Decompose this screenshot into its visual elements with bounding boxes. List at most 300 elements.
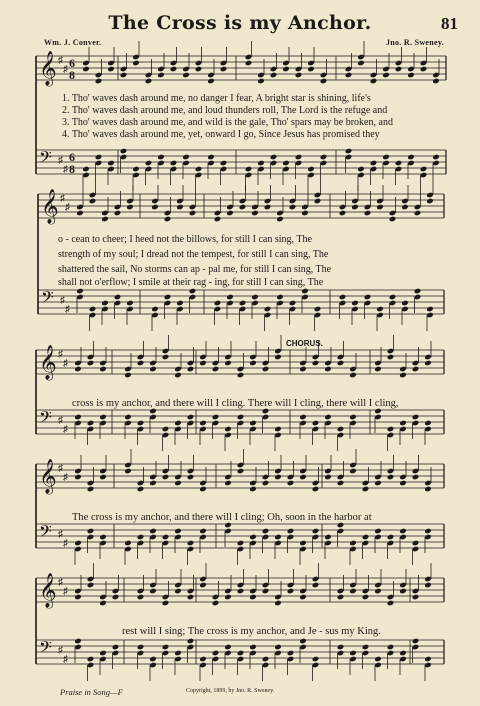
note-head [395,160,403,167]
note-head [199,582,207,589]
note-head [399,420,407,427]
note-head [382,72,390,79]
note-head [349,540,357,547]
note-head [99,366,107,373]
note-head [257,160,265,167]
bass-clef-icon: 𝄢 [39,637,52,661]
note-head [349,588,357,595]
note-head [312,528,320,535]
note-head [239,204,247,211]
note-head [145,160,153,167]
verse-4-line-1: 4. Tho' waves dash around me, yet, onward I go, Since Jesus has promised they [62,129,380,140]
note-head [74,474,82,481]
note-head [262,656,270,663]
note-head [387,644,395,651]
note-head [174,372,182,379]
verse-3-line-2: shattered the sail, No storms can ap - pal me, for still I can sing, The [58,264,332,275]
note-head [212,600,220,607]
note-head [287,480,295,487]
note-head [270,154,278,161]
key-sharp-icon: ♯ [58,55,63,66]
treble-clef-icon: 𝄞 [39,459,57,494]
note-head [370,160,378,167]
note-head [182,72,190,79]
note-head [374,656,382,663]
note-head [212,366,220,373]
chorus-line-2: The cross is my anchor, and there will I cling; Oh, soon in the harbor at [72,512,372,523]
note-head [99,650,107,657]
note-head [276,216,284,223]
note-head [195,66,203,73]
time-signature-bottom: 8 [69,162,75,176]
note-head [187,414,195,421]
time-signature-top: 6 [69,150,75,164]
note-head [312,420,320,427]
note-head [426,198,434,205]
note-head [174,528,182,535]
note-head [101,216,109,223]
note-head [170,160,178,167]
note-head [132,60,140,67]
note-head [312,656,320,663]
note-head [432,78,440,85]
key-sharp-icon: ♯ [63,424,68,435]
note-head [162,644,170,651]
note-head [189,210,197,217]
note-head [124,372,132,379]
note-head [214,300,222,307]
note-head [112,644,120,651]
note-head [82,66,90,73]
note-head [420,166,428,173]
note-head [124,540,132,547]
note-head [226,210,234,217]
treble-clef-icon: 𝄞 [39,345,57,380]
note-head [174,420,182,427]
note-head [262,366,270,373]
note-head [412,366,420,373]
key-sharp-icon: ♯ [60,295,65,306]
note-head [89,306,97,313]
key-sharp-icon: ♯ [60,193,65,204]
note-head [376,204,384,211]
note-head [249,644,257,651]
key-sharp-icon: ♯ [58,463,63,474]
note-head [199,528,207,535]
note-head [124,414,132,421]
note-head [157,72,165,79]
note-head [387,426,395,433]
note-head [114,210,122,217]
note-head [274,474,282,481]
note-head [401,204,409,211]
note-head [424,360,432,367]
note-head [74,366,82,373]
key-sharp-icon: ♯ [63,538,68,549]
note-head [270,72,278,79]
note-head [149,528,157,535]
note-head [99,474,107,481]
note-head [387,600,395,607]
note-head [407,154,415,161]
note-head [124,468,132,475]
note-head [237,468,245,475]
bass-clef-icon: 𝄢 [39,521,52,545]
note-head [245,60,253,67]
note-head [312,486,320,493]
note-head [187,594,195,601]
note-head [137,644,145,651]
note-head [337,644,345,651]
note-head [324,534,332,541]
note-head [351,300,359,307]
note-head [199,656,207,663]
note-head [432,154,440,161]
note-head [149,366,157,373]
note-head [239,300,247,307]
key-sharp-icon: ♯ [58,415,63,426]
note-head [249,594,257,601]
note-head [382,154,390,161]
note-head [87,420,95,427]
note-head [101,300,109,307]
copyright-notice: Copyright, 1899, by Jno. R. Sweney. [186,688,275,694]
note-head [151,306,159,313]
note-head [324,366,332,373]
note-head [314,198,322,205]
note-head [401,300,409,307]
note-head [237,540,245,547]
note-head [195,166,203,173]
note-head [399,528,407,535]
note-head [207,154,215,161]
note-head [370,78,378,85]
note-head [174,480,182,487]
note-head [395,66,403,73]
note-head [174,650,182,657]
key-sharp-icon: ♯ [63,654,68,665]
note-head [224,480,232,487]
note-head [337,480,345,487]
note-head [299,540,307,547]
verse-2-line-1: 2. Tho' waves dash around me, and loud thunders roll, The Lord is the refuge and [62,105,388,116]
note-head [176,204,184,211]
key-sharp-icon: ♯ [63,472,68,483]
verse-3-line-1: 3. Tho' waves dash around me, and wild is the gale, Tho' spars may be broken, and [62,117,393,128]
key-sharp-icon: ♯ [58,349,63,360]
note-head [339,294,347,301]
note-head [324,474,332,481]
note-head [412,474,420,481]
note-head [249,420,257,427]
note-head [212,650,220,657]
note-head [387,474,395,481]
note-head [349,414,357,421]
note-head [149,480,157,487]
bass-clef-icon: 𝄢 [39,407,52,431]
note-head [149,656,157,663]
note-head [149,588,157,595]
note-head [199,420,207,427]
key-sharp-icon: ♯ [58,577,63,588]
note-head [351,204,359,211]
note-head [95,78,103,85]
note-head [282,160,290,167]
composer-credit: Jno. R. Sweney. [385,38,444,47]
note-head [289,300,297,307]
note-head [174,588,182,595]
note-head [389,294,397,301]
note-head [114,294,122,301]
verse-1-line-1: 1. Tho' waves dash around me, no danger I fear, A bright star is shining, life's [62,93,371,104]
note-head [74,594,82,601]
note-head [320,78,328,85]
note-head [424,528,432,535]
note-head [345,72,353,79]
note-head [89,198,97,205]
note-head [237,414,245,421]
note-head [357,60,365,67]
key-sharp-icon: ♯ [63,164,68,175]
note-head [412,540,420,547]
note-head [399,480,407,487]
chorus-line-1: cross is my anchor, and there will I cling. There will I cling, there will I cling, [72,398,399,409]
note-head [337,426,345,433]
key-sharp-icon: ♯ [63,586,68,597]
key-sharp-icon: ♯ [63,64,68,75]
note-head [376,306,384,313]
note-head [262,588,270,595]
note-head [389,216,397,223]
note-head [339,210,347,217]
note-head [295,154,303,161]
note-head [337,594,345,601]
note-head [287,650,295,657]
note-head [399,588,407,595]
verse-2-line-2: strength of my soul; I dread not the tempest, for still I can sing, The [58,249,329,260]
note-head [424,656,432,663]
note-head [374,588,382,595]
note-head [274,534,282,541]
note-head [87,360,95,367]
note-head [214,216,222,223]
note-head [282,66,290,73]
note-head [187,540,195,547]
note-head [126,300,134,307]
time-signature-bottom: 8 [69,68,75,82]
note-head [237,588,245,595]
key-sharp-icon: ♯ [58,645,63,656]
note-head [407,72,415,79]
note-head [249,360,257,367]
note-head [337,360,345,367]
page-number: 81 [441,14,458,33]
note-head [87,528,95,535]
note-head [107,160,115,167]
note-head [87,486,95,493]
key-sharp-icon: ♯ [63,358,68,369]
note-head [187,366,195,373]
note-head [249,486,257,493]
note-head [207,78,215,85]
note-head [364,294,372,301]
treble-clef-icon: 𝄞 [41,189,59,224]
note-head [137,486,145,493]
note-head [364,210,372,217]
note-head [82,166,90,173]
note-head [220,66,228,73]
note-head [426,306,434,313]
note-head [151,204,159,211]
note-head [412,414,420,421]
note-head [387,534,395,541]
note-head [349,372,357,379]
note-head [107,66,115,73]
note-head [324,414,332,421]
note-head [74,414,82,421]
note-head [374,528,382,535]
note-head [387,354,395,361]
note-head [357,166,365,173]
note-head [162,474,170,481]
note-head [301,210,309,217]
note-head [87,656,95,663]
note-head [274,644,282,651]
note-head [137,534,145,541]
note-head [274,354,282,361]
note-head [132,166,140,173]
note-head [374,366,382,373]
lyricist-credit: Wm. J. Conver. [44,38,102,47]
note-head [295,72,303,79]
note-head [287,588,295,595]
note-head [362,534,370,541]
note-head [126,204,134,211]
hymn-title: The Cross is my Anchor. [108,12,372,34]
note-head [345,148,353,155]
note-head [137,420,145,427]
note-head [87,582,95,589]
note-head [362,644,370,651]
note-head [420,66,428,73]
note-head [262,528,270,535]
note-head [312,582,320,589]
note-head [199,486,207,493]
time-signature-top: 6 [69,56,75,70]
treble-clef-icon: 𝄞 [39,51,57,86]
note-head [314,306,322,313]
note-head [220,160,228,167]
bass-clef-icon: 𝄢 [39,147,52,171]
note-head [289,204,297,211]
note-head [99,600,107,607]
note-head [120,148,128,155]
note-head [307,166,315,173]
note-head [274,600,282,607]
note-head [74,540,82,547]
note-head [137,360,145,367]
note-head [307,66,315,73]
note-head [224,594,232,601]
note-head [224,644,232,651]
note-head [164,216,172,223]
note-head [299,474,307,481]
note-head [187,474,195,481]
note-head [237,372,245,379]
note-head [137,594,145,601]
note-head [237,650,245,657]
note-head [287,528,295,535]
note-head [276,294,284,301]
note-head [99,534,107,541]
key-sharp-icon: ♯ [65,202,70,213]
note-head [264,204,272,211]
note-head [176,300,184,307]
note-head [245,166,253,173]
note-head [112,594,120,601]
note-head [157,154,165,161]
note-head [95,154,103,161]
verse-1-line-2: o - cean to cheer; I heed not the billows, for still I can sing, The [58,234,312,245]
note-head [162,600,170,607]
note-head [187,638,195,645]
book-credit: Praise in Song—F [60,687,123,697]
note-head [414,210,422,217]
note-head [212,414,220,421]
note-head [349,650,357,657]
note-head [251,210,259,217]
note-head [399,372,407,379]
verse-4-line-2: shall not o'erflow; I smile at their rag - ing, for still I can sing, The [58,277,324,288]
note-head [412,638,420,645]
note-head [299,594,307,601]
note-head [182,154,190,161]
note-head [299,638,307,645]
note-head [349,468,357,475]
note-head [76,210,84,217]
note-head [224,360,232,367]
note-head [424,420,432,427]
key-sharp-icon: ♯ [58,155,63,166]
note-head [399,650,407,657]
note-head [424,486,432,493]
note-head [162,426,170,433]
note-head [249,534,257,541]
note-head [362,486,370,493]
note-head [199,360,207,367]
note-head [99,414,107,421]
treble-clef-icon: 𝄞 [39,573,57,608]
note-head [424,582,432,589]
note-head [264,306,272,313]
note-head [120,72,128,79]
note-head [164,294,172,301]
note-head [312,360,320,367]
note-head [224,426,232,433]
note-head [251,294,259,301]
note-head [299,366,307,373]
note-head [362,594,370,601]
note-head [412,594,420,601]
note-head [374,480,382,487]
key-sharp-icon: ♯ [65,304,70,315]
chorus-label: CHORUS. [286,339,323,348]
note-head [320,154,328,161]
note-head [299,414,307,421]
note-head [170,66,178,73]
bass-clef-icon: 𝄢 [41,287,54,311]
note-head [226,294,234,301]
